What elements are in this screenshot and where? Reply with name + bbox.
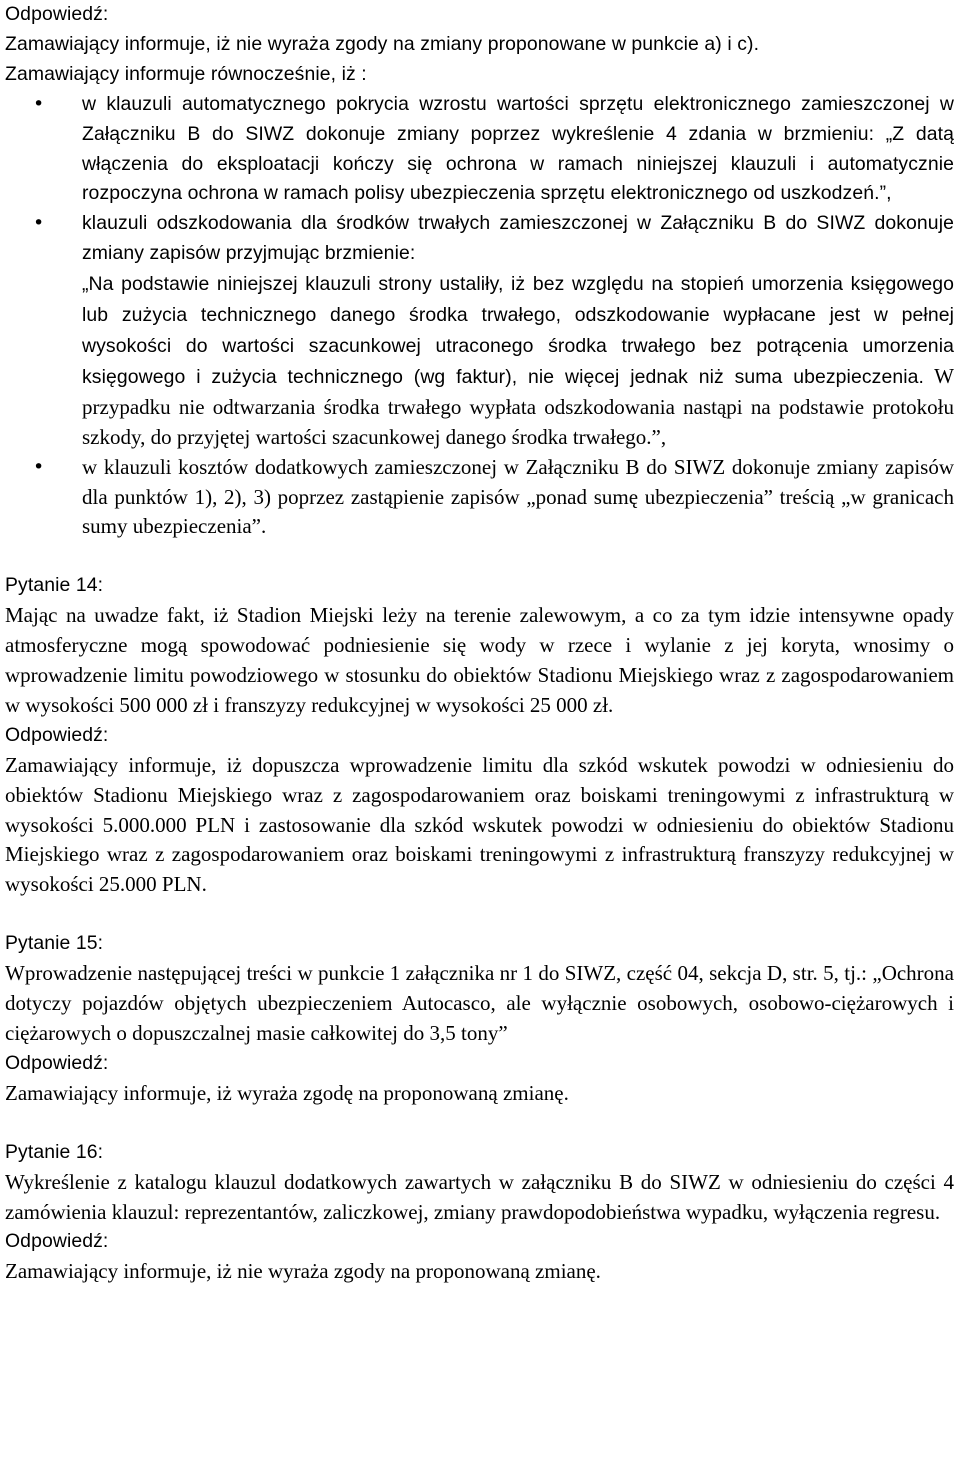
list-item-text: • klauzuli odszkodowania dla środków trwałych zamieszczonej w Załączniku B do SIWZ dokonuje zmiany zapisów przyjmując brzmienie: — [82, 212, 954, 265]
spacer — [5, 542, 954, 571]
answer-text: Zamawiający informuje, iż nie wyraża zgody na zmiany proponowane w punkcie a) i c). — [5, 32, 760, 55]
answer-text: Zamawiający informuje równocześnie, iż : — [5, 62, 367, 85]
question-label: Pytanie 14: — [5, 574, 104, 597]
answer-label: Odpowiedź: — [5, 1230, 109, 1253]
answer-text: Zamawiający informuje, iż nie wyraża zgody na proponowaną zmianę. — [5, 1259, 601, 1284]
list-item — [5, 90, 954, 210]
list-item — [5, 453, 954, 543]
answer-text: Zamawiający informuje, iż dopuszcza wprowadzenie limitu dla szkód wskutek powodzi w odniesieniu do obiektów Stadionu Miejskiego wraz z zagospodarowaniem oraz boiskami treningowymi z infrastrukturą w wysokości 5.000.000 PLN i zastosowanie dla szkód wskutek powodzi w odniesieniu do obiektów Stadionu Miejskiego wraz z zagospodarowaniem oraz boiskami treningowymi z infrastrukturą franszyzy redukcyjnej w wysokości 25.000 PLN. — [5, 752, 954, 897]
list-item-text: w klauzuli automatycznego pokrycia wzrostu wartości sprzętu elektronicznego zamieszczonej w Załączniku B do SIWZ dokonuje zmiany poprzez wykreślenie 4 zdania w brzmieniu: „Z datą włączenia do eksploatacji kończy się ochrona w ramach niniejszej klauzuli i automatycznie rozpoczyna ochrona w ramach polisy ubezpieczenia sprzętu elektronicznego od uszkodzeń.”, — [82, 92, 954, 205]
list-item — [5, 209, 954, 452]
answer-text: Zamawiający informuje, iż wyraża zgodę na proponowaną zmianę. — [5, 1080, 569, 1105]
list-item-text: w klauzuli kosztów dodatkowych zamieszczonej w Załączniku B do SIWZ dokonuje zmiany zapisów dla punktów 1), 2), 3) poprzez zastąpienie zapisów „ponad sumę ubezpieczenia” treścią „w granicach sumy ubezpieczenia”. — [82, 454, 954, 539]
list-item-quote: „Na podstawie niniejszej klauzuli strony ustaliły, iż bez względu na stopień umorzenia księgowego lub zużycia technicznego danego środka trwałego, odszkodowanie wypłacane jest w pełnej wysokości do wartości szacunkowej utraconego środka trwałego bez potrącenia umorzenia księgowego i zużycia technicznego (wg faktur), nie więcej jednak niż suma ubezpieczenia. — [82, 273, 954, 388]
answer-label: Odpowiedź: — [5, 723, 109, 746]
question-text: Wykreślenie z katalogu klauzul dodatkowych zawartych w załączniku B do SIWZ w odniesieniu do części 4 zamówienia klauzul: reprezentantów, zaliczkowej, zmiany prawdopodobieństwa wypadku, wyłączenia regresu. — [5, 1169, 954, 1224]
answer-label: Odpowiedź: — [5, 3, 109, 25]
spacer — [5, 1109, 954, 1138]
answer-label: Odpowiedź: — [5, 1051, 109, 1074]
question-text: Wprowadzenie następującej treści w punkcie 1 załącznika nr 1 do SIWZ, część 04, sekcja D, str. 5, tj.: „Ochrona dotyczy pojazdów objętych ubezpieczeniem Autocasco, ale wyłącznie osobowych, osobowo-ciężarowych i ciężarowych o dopuszczalnej masie całkowitej do 3,5 tony” — [5, 961, 954, 1045]
list-item-quote-cont: W przypadku nie odtwarzania środka trwałego wypłata odszkodowania nastąpi na podstawie protokołu szkody, do przyjętej wartości szacunkowej danego środka trwałego.”, — [82, 363, 954, 449]
question-text: Mając na uwadze fakt, iż Stadion Miejski leży na terenie zalewowym, a co za tym idzie intensywne opady atmosferyczne mogą spowodować podniesienie się wody w rzece i wylanie z jej koryta, wnosimy o wprowadzenie limitu powodziowego w stosunku do obiektów Stadionu Miejskiego wraz z zagospodarowaniem w wysokości 500 000 zł i franszyzy redukcyjnej w wysokości 25 000 zł. — [5, 603, 954, 717]
amendments-list — [5, 90, 954, 543]
question-label: Pytanie 16: — [5, 1140, 104, 1163]
question-label: Pytanie 15: — [5, 932, 104, 955]
spacer — [5, 900, 954, 929]
